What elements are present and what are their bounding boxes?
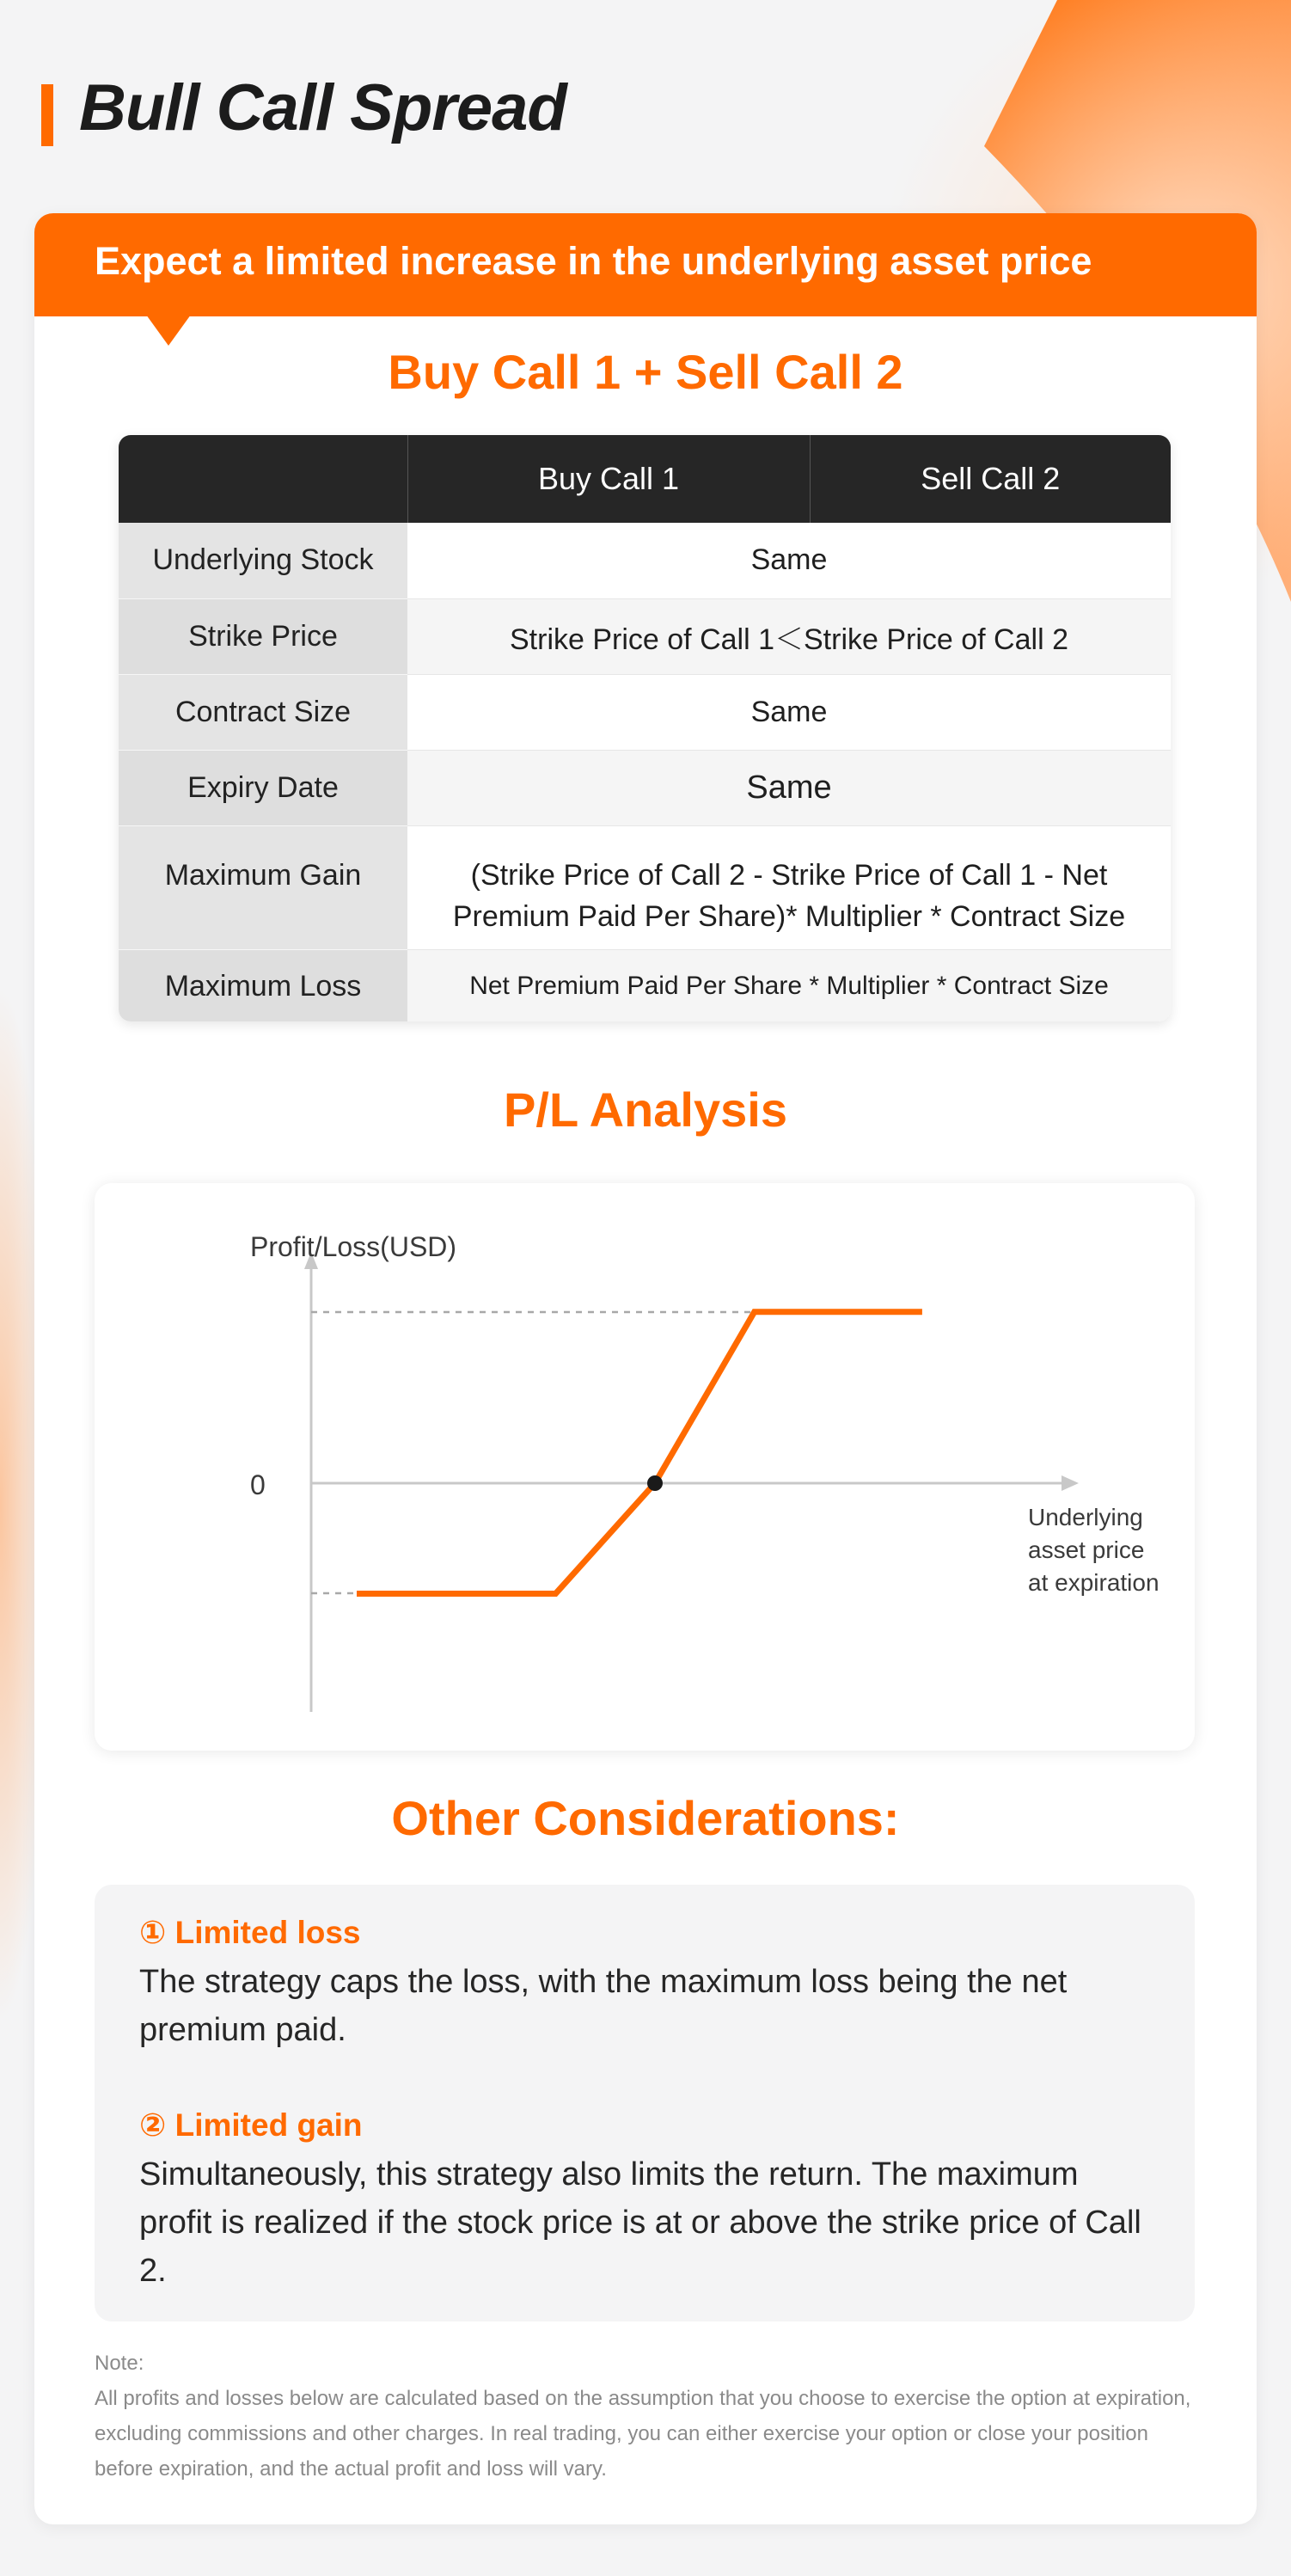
page-title: Bull Call Spread — [79, 71, 566, 144]
table-row — [119, 949, 1171, 1021]
table-header-sell-call: Sell Call 2 — [810, 435, 1171, 523]
banner-pointer — [146, 315, 191, 346]
table-header-buy-call: Buy Call 1 — [407, 435, 810, 523]
row-value-contract-size: Same — [407, 674, 1171, 750]
table-header-row — [119, 435, 1171, 523]
footnote — [95, 2346, 1203, 2487]
considerations-box — [95, 1885, 1195, 2321]
table-row — [119, 523, 1171, 598]
consideration-title: ② Limited gain — [139, 2107, 363, 2143]
pl-series-line — [357, 1312, 922, 1594]
row-value-underlying-stock: Same — [407, 523, 1171, 598]
table-row — [119, 674, 1171, 750]
y-axis-label: Profit/Loss(USD) — [250, 1231, 457, 1262]
zero-tick-label: 0 — [250, 1469, 266, 1500]
consideration-body: Simultaneously, this strategy also limits the return. The maximum profit is realized if the stock price is at or above the strike price of Call 2. — [139, 2156, 1141, 2289]
row-value-maximum-gain: (Strike Price of Call 2 - Strike Price of Call 1 - Net Premium Paid Per Share)* Multiplier * Contract Size — [407, 825, 1171, 949]
x-axis-label-line: at expiration — [1028, 1569, 1159, 1596]
consideration-title: ① Limited loss — [139, 1915, 361, 1950]
breakeven-point — [647, 1475, 663, 1491]
other-considerations-heading: Other Considerations: — [391, 1791, 900, 1845]
consideration-limited-loss — [139, 1914, 1145, 2054]
row-value-expiry-date: Same — [407, 750, 1171, 825]
table-row — [119, 825, 1171, 949]
banner-text: Expect a limited increase in the underlying asset price — [95, 239, 1092, 283]
title-accent-bar — [41, 84, 53, 146]
note-text: All profits and losses below are calculated based on the assumption that you choose to exercise the option at expiration, excluding commissions and other charges. In real trading, you can either exercise your option or close your position before expiration, and the actual profit and loss will vary. — [95, 2387, 1191, 2481]
pl-analysis-heading: P/L Analysis — [504, 1083, 787, 1137]
pl-chart — [95, 1183, 1195, 1751]
row-label-contract-size: Contract Size — [119, 674, 407, 750]
pl-chart-svg — [95, 1183, 1195, 1751]
banner — [34, 213, 1257, 316]
strategy-table — [119, 435, 1171, 1021]
x-axis-label-line: Underlying — [1028, 1504, 1143, 1530]
formula-heading: Buy Call 1 + Sell Call 2 — [388, 345, 903, 399]
strategy-card — [34, 213, 1257, 2524]
table-header-empty — [119, 435, 407, 523]
row-label-expiry-date: Expiry Date — [119, 750, 407, 825]
note-label: Note: — [95, 2352, 144, 2375]
consideration-limited-gain — [139, 2107, 1145, 2295]
row-value-strike-price: Strike Price of Call 1＜Strike Price of Call 2 — [407, 598, 1171, 674]
x-axis-arrow — [1062, 1475, 1079, 1491]
row-label-maximum-loss: Maximum Loss — [119, 949, 407, 1021]
table-row — [119, 598, 1171, 674]
table-row — [119, 750, 1171, 825]
row-label-underlying-stock: Underlying Stock — [119, 523, 407, 598]
consideration-body: The strategy caps the loss, with the maximum loss being the net premium paid. — [139, 1964, 1068, 2048]
row-label-maximum-gain: Maximum Gain — [119, 825, 407, 949]
x-axis-label-line: asset price — [1028, 1536, 1145, 1563]
row-label-strike-price: Strike Price — [119, 598, 407, 674]
row-value-maximum-loss: Net Premium Paid Per Share * Multiplier * Contract Size — [407, 949, 1171, 1021]
